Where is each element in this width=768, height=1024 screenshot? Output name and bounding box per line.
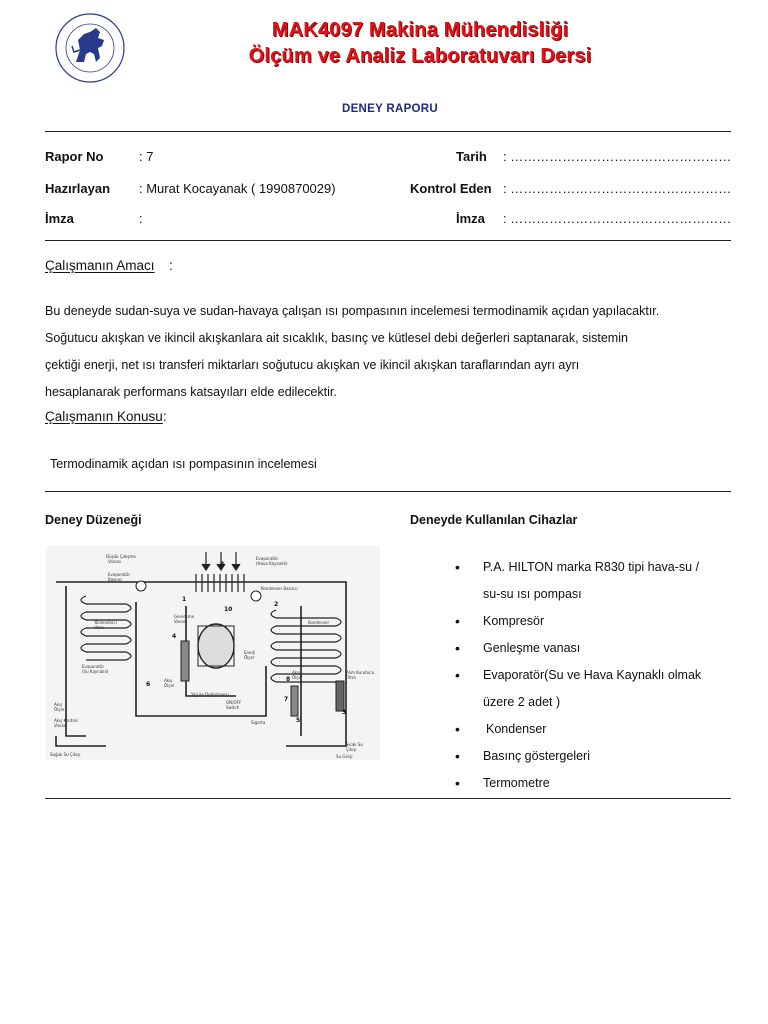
svg-text:3: 3: [342, 709, 347, 716]
course-title-line2: Ölçüm ve Analiz Laboratuvarı Dersi: [248, 45, 592, 67]
svg-text:Evaporatör: Evaporatör: [256, 556, 279, 561]
duzenek-heading: Deney Düzeneği: [45, 513, 142, 527]
report-title: DENEY RAPORU: [341, 103, 439, 115]
divider: [45, 240, 731, 241]
konu-colon: :: [162, 409, 167, 424]
list-item: • Basınç göstergeleri: [455, 743, 755, 770]
svg-text:Basıncı: Basıncı: [108, 577, 123, 582]
svg-text:Vanası: Vanası: [54, 723, 68, 728]
konu-heading: Çalışmanın Konusu: [45, 409, 163, 424]
list-item: • Kondenser: [455, 716, 755, 743]
svg-text:Evaporatör: Evaporatör: [108, 572, 131, 577]
list-item: • Termometre: [455, 770, 755, 797]
rapor-no-value: : 7: [139, 149, 154, 164]
kontrol-eden-label: Kontrol Eden: [410, 181, 492, 196]
amac-paragraph: [45, 298, 745, 406]
amac-colon: :: [169, 258, 173, 273]
svg-text:Vana: Vana: [94, 625, 104, 630]
bullet: •: [455, 559, 460, 575]
bullet: •: [455, 640, 460, 656]
svg-text:Ölçer: Ölçer: [244, 655, 255, 660]
imza2-label: İmza: [456, 211, 485, 226]
equipment-list: [455, 554, 755, 797]
tarih-value: : ……………………………………………: [503, 149, 732, 164]
amac-heading: Çalışmanın Amacı: [45, 258, 155, 273]
svg-text:Sigorta: Sigorta: [251, 720, 266, 725]
list-item: • Kompresör: [455, 608, 755, 635]
list-item: üzere 2 adet ): [483, 695, 561, 709]
list-item: • P.A. HILTON marka R830 tipi hava-su /: [455, 554, 755, 581]
svg-text:10: 10: [224, 606, 233, 613]
amac-line: Bu deneyde sudan-suya ve sudan-havaya çalışan ısı pompasının incelemesi termodinamik açıdan yapılacaktır.: [45, 304, 660, 318]
svg-text:Ölçer: Ölçer: [54, 707, 65, 712]
svg-text:Kondenser Basıncı: Kondenser Basıncı: [261, 586, 298, 591]
svg-text:Sıcak Su: Sıcak Su: [346, 742, 363, 747]
hazirlayan-label: Hazırlayan: [45, 181, 111, 196]
svg-text:(Su Kaynaklı): (Su Kaynaklı): [82, 669, 109, 674]
bullet: •: [455, 613, 460, 629]
svg-text:Akış: Akış: [54, 702, 63, 707]
university-logo: [52, 10, 128, 86]
svg-text:Alım Kurutucu: Alım Kurutucu: [346, 670, 375, 675]
tarih-label: Tarih: [456, 149, 487, 164]
svg-text:4: 4: [172, 633, 177, 640]
svg-text:Yönlendirici: Yönlendirici: [94, 620, 117, 625]
heat-pump-diagram: [46, 546, 380, 760]
divider: [45, 491, 731, 492]
svg-text:(Hava Kaynaklı): (Hava Kaynaklı): [256, 561, 288, 566]
svg-text:Su Girişi: Su Girişi: [336, 754, 353, 759]
svg-text:Ölçer: Ölçer: [292, 675, 303, 680]
list-item: • Evaporatör(Su ve Hava Kaynaklı olmak: [455, 662, 755, 689]
imza-value: :: [139, 211, 143, 226]
svg-text:Switch: Switch: [226, 705, 240, 710]
bullet: •: [455, 667, 460, 683]
svg-text:1: 1: [182, 596, 187, 603]
list-item: • Genleşme vanası: [455, 635, 755, 662]
divider: [45, 131, 731, 132]
hazirlayan-value: : Murat Kocayanak ( 1990870029): [139, 181, 336, 196]
konu-heading-row: [45, 408, 167, 426]
svg-text:Yağ ile Değiştirgeci: Yağ ile Değiştirgeci: [191, 692, 229, 697]
svg-text:2: 2: [274, 601, 279, 608]
svg-text:Kondenser: Kondenser: [308, 620, 330, 625]
svg-text:Akış Kontrol: Akış Kontrol: [54, 718, 78, 723]
svg-text:Soğuk Su Çıkışı: Soğuk Su Çıkışı: [50, 752, 81, 757]
svg-text:Ölçer: Ölçer: [164, 683, 175, 688]
svg-text:Düşük Çalışma: Düşük Çalışma: [106, 554, 136, 559]
amac-heading-row: [45, 257, 173, 275]
svg-text:7: 7: [284, 696, 289, 703]
svg-text:Vanası: Vanası: [174, 619, 188, 624]
svg-text:ON/OFF: ON/OFF: [226, 700, 242, 705]
svg-text:Evaporatör: Evaporatör: [82, 664, 105, 669]
svg-text:Akış: Akış: [292, 670, 301, 675]
bullet: •: [455, 721, 460, 737]
list-item: su-su ısı pompası: [483, 587, 582, 601]
svg-text:Genleşme: Genleşme: [174, 614, 195, 619]
bullet: •: [455, 748, 460, 764]
svg-text:Çıkışı: Çıkışı: [346, 747, 357, 752]
bullet: •: [455, 775, 460, 791]
course-title-line1: MAK4097 Makina Mühendisliği: [271, 19, 569, 41]
divider: [45, 798, 731, 799]
cihazlar-heading: Deneyde Kullanılan Cihazlar: [410, 513, 578, 527]
svg-text:8: 8: [220, 561, 225, 568]
rapor-no-label: Rapor No: [45, 149, 104, 164]
amac-line: Soğutucu akışkan ve ikincil akışkanlara ait sıcaklık, basınç ve kütlesel debi değerleri saptanarak, sistemin: [45, 331, 628, 345]
svg-text:5: 5: [296, 717, 301, 724]
svg-text:Akış: Akış: [164, 678, 173, 683]
imza-label: İmza: [45, 211, 74, 226]
svg-text:Vanası: Vanası: [108, 559, 122, 564]
amac-line: hesaplanarak performans katsayıları elde edilecektir.: [45, 385, 337, 399]
imza2-value: : ……………………………………………: [503, 211, 732, 226]
kontrol-eden-value: : ……………………………………………: [503, 181, 732, 196]
svg-text:Filtre: Filtre: [346, 675, 356, 680]
amac-line: çektiği enerji, net ısı transferi miktarları soğutucu akışkan ve ikincil akışkan taraflarından ayrı ayrı: [45, 358, 580, 372]
svg-text:8: 8: [286, 676, 291, 683]
konu-text: Termodinamik açıdan ısı pompasının incelemesi: [50, 457, 317, 471]
svg-text:Enerji: Enerji: [244, 650, 256, 655]
svg-text:6: 6: [146, 681, 151, 688]
